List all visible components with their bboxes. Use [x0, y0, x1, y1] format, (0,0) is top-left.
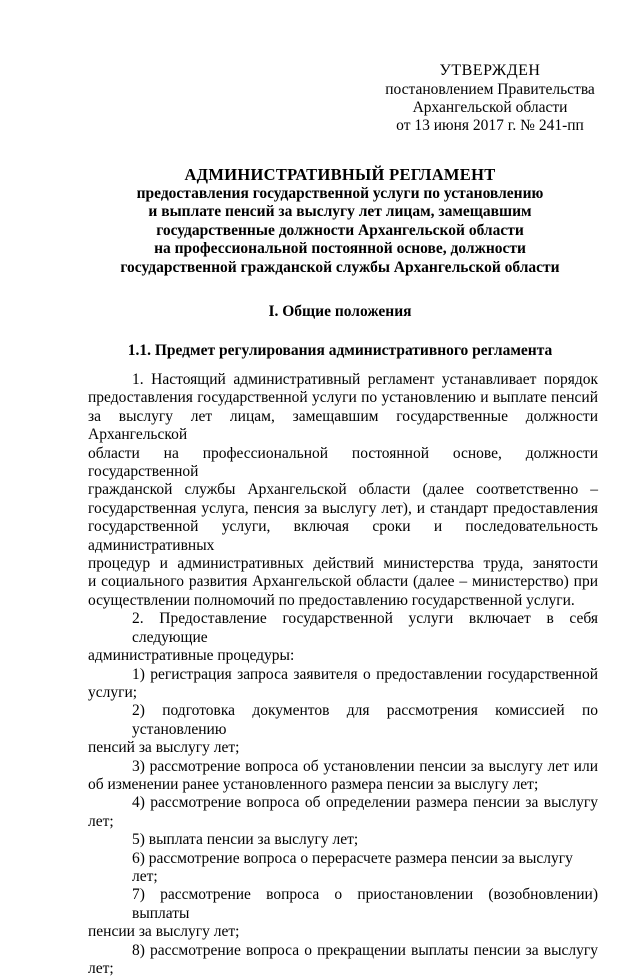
list-item	[88, 794, 598, 831]
list-item-line: об изменении ранее установленного размера пенсии за выслугу лет;	[88, 776, 598, 794]
list-item	[88, 886, 598, 941]
approval-line-1: постановлением Правительства	[370, 81, 610, 99]
list-item	[88, 666, 598, 703]
subsection-heading: 1.1. Предмет регулирования административного регламента	[60, 342, 620, 360]
list-item-line: 5) выплата пенсии за выслугу лет;	[88, 831, 598, 849]
document-subtitle-line: государственной гражданской службы Архангельской области	[60, 259, 620, 278]
paragraph-line: за выслугу лет лицам, замещавшим государственные должности Архангельской	[88, 408, 598, 445]
list-item-line: 1) регистрация запроса заявителя о предоставлении государственной	[88, 666, 598, 684]
document-body	[88, 371, 598, 978]
document-main-title: АДМИНИСТРАТИВНЫЙ РЕГЛАМЕНТ	[60, 166, 620, 185]
document-subtitle-line: предоставления государственной услуги по установлению	[60, 185, 620, 204]
procedure-list	[88, 666, 598, 978]
list-item	[88, 942, 598, 978]
approval-line-3: от 13 июня 2017 г. № 241-пп	[370, 117, 610, 135]
list-item	[88, 702, 598, 757]
approval-title: УТВЕРЖДЕН	[370, 62, 610, 80]
paragraph-line: предоставления государственной услуги по установлению и выплате пенсий	[88, 389, 598, 407]
paragraph-line: государственная услуга, пенсия за выслугу лет), и стандарт предоставления	[88, 500, 598, 518]
paragraph-line: 2. Предоставление государственной услуги включает в себя следующие	[88, 610, 598, 647]
paragraph-1	[88, 371, 598, 610]
list-item-line: пенсий за выслугу лет;	[88, 739, 598, 757]
document-subtitle-line: на профессиональной постоянной основе, должности	[60, 240, 620, 259]
paragraph-line: процедур и административных действий министерства труда, занятости	[88, 555, 598, 573]
document-subtitle-line: и выплате пенсий за выслугу лет лицам, замещавшим	[60, 203, 620, 222]
section-heading: I. Общие положения	[60, 303, 620, 321]
list-item-line: лет;	[88, 960, 598, 978]
list-item-line: 6) рассмотрение вопроса о перерасчете размера пенсии за выслугу лет;	[88, 850, 598, 887]
list-item-line: 8) рассмотрение вопроса о прекращении выплаты пенсии за выслугу	[88, 942, 598, 960]
paragraph-line: и социального развития Архангельской области (далее – министерство) при	[88, 573, 598, 591]
paragraph-2	[88, 610, 598, 665]
list-item-line: лет;	[88, 813, 598, 831]
paragraph-line: гражданской службы Архангельской области (далее соответственно –	[88, 481, 598, 499]
paragraph-line: осуществлении полномочий по предоставлению государственной услуги.	[88, 592, 598, 610]
approval-stamp	[370, 62, 610, 135]
list-item-line: 3) рассмотрение вопроса об установлении пенсии за выслугу лет или	[88, 758, 598, 776]
paragraph-line: государственной услуги, включая сроки и последовательность административных	[88, 518, 598, 555]
paragraph-line: административные процедуры:	[88, 647, 598, 665]
list-item-line: 4) рассмотрение вопроса об определении размера пенсии за выслугу	[88, 794, 598, 812]
list-item-line: пенсии за выслугу лет;	[88, 923, 598, 941]
list-item	[88, 758, 598, 795]
paragraph-line: 1. Настоящий административный регламент устанавливает порядок	[88, 371, 598, 389]
list-item-line: услуги;	[88, 684, 598, 702]
list-item-line: 2) подготовка документов для рассмотрения комиссией по установлению	[88, 702, 598, 739]
list-item-line: 7) рассмотрение вопроса о приостановлении (возобновлении) выплаты	[88, 886, 598, 923]
document-subtitle-line: государственные должности Архангельской области	[60, 222, 620, 241]
approval-line-2: Архангельской области	[370, 99, 610, 117]
document-title	[60, 166, 620, 277]
paragraph-line: области на профессиональной постоянной основе, должности государственной	[88, 445, 598, 482]
list-item	[88, 831, 598, 849]
list-item	[88, 850, 598, 887]
